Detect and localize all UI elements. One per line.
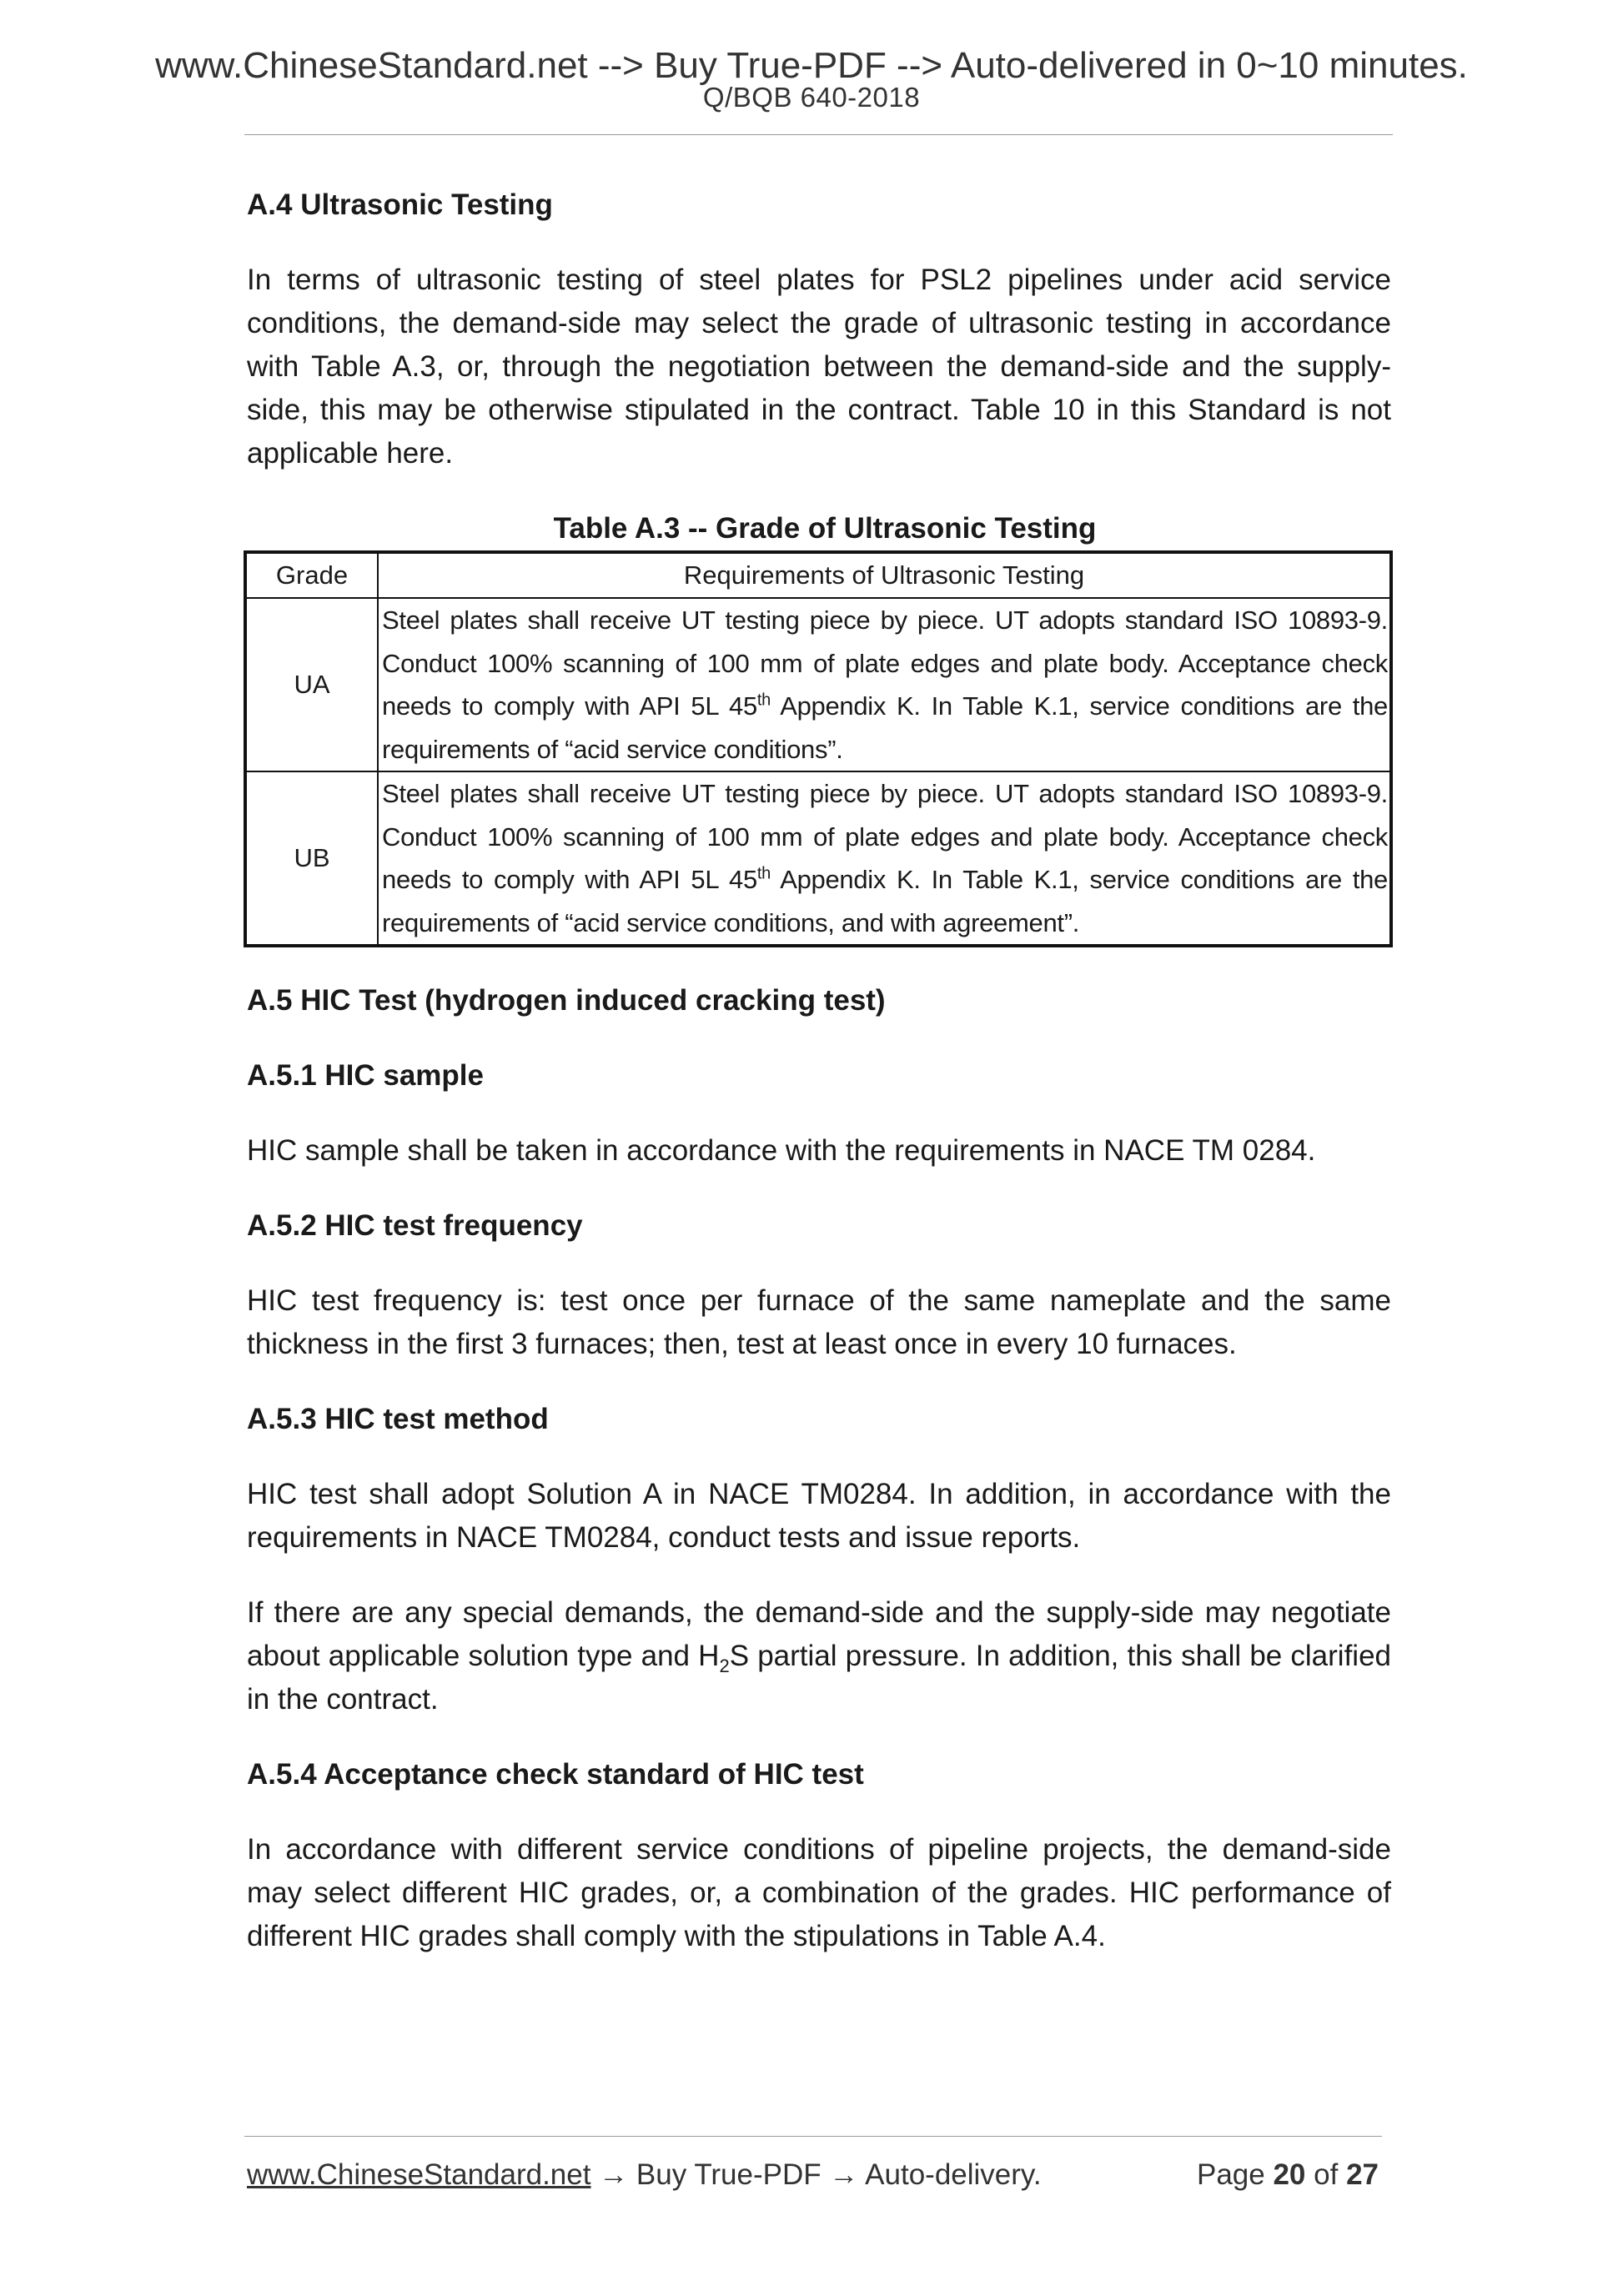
header-divider xyxy=(244,134,1393,135)
subscript-2: 2 xyxy=(719,1655,730,1676)
ordinal-suffix: th xyxy=(756,691,771,710)
paragraph-text-cont: S partial pressure. In addition, this shall be clarified in the contract. xyxy=(247,1640,1392,1716)
requirement-cell xyxy=(378,598,1391,771)
section-paragraph-a54: In accordance with different service conditions of pipeline projects, the demand-side may select different HIC grades, or, a combination of the grades. HIC performance of different HIC grades shall comply with the stipulations in Table A.4. xyxy=(247,1833,1391,1952)
ordinal-suffix: th xyxy=(756,864,771,883)
requirement-text-cont: Appendix K. In Table K.1, service conditions are the requirements of “acid service conditions”. xyxy=(382,691,1388,764)
footer-promo xyxy=(247,2158,1042,2192)
promo-banner: www.ChineseStandard.net --> Buy True-PDF --> Auto-delivered in 0~10 minutes. xyxy=(155,45,1468,86)
standard-code: Q/BQB 640-2018 xyxy=(702,82,921,113)
grade-cell: UA xyxy=(245,598,378,771)
column-header-grade: Grade xyxy=(245,552,378,598)
section-paragraph-a53-1: HIC test shall adopt Solution A in NACE TM0284. In addition, in accordance with the requirements in NACE TM0284, conduct tests and issue reports. xyxy=(247,1478,1391,1554)
section-paragraph-a53-2 xyxy=(247,1591,1391,1721)
total-page-number: 27 xyxy=(1346,2158,1379,2191)
footer-site-link[interactable]: www.ChineseStandard.net xyxy=(247,2158,591,2191)
footer-divider xyxy=(244,2136,1382,2137)
section-paragraph-a52: HIC test frequency is: test once per furnace of the same nameplate and the same thickness in the first 3 furnaces; then, test at least once in every 10 furnaces. xyxy=(247,1284,1391,1360)
table-row xyxy=(245,771,1391,946)
grade-cell: UB xyxy=(245,771,378,946)
section-heading-a54: A.5.4 Acceptance check standard of HIC test xyxy=(247,1758,864,1791)
requirement-text: Steel plates shall receive UT testing piece by piece. UT adopts standard ISO 10893-9. Conduct 100% scanning of 100 mm of plate edges and plate body. Acceptance check needs to comply with API 5L 45 xyxy=(382,779,1388,894)
table-caption: Table A.3 -- Grade of Ultrasonic Testing xyxy=(553,512,1097,545)
column-header-requirements: Requirements of Ultrasonic Testing xyxy=(378,552,1391,598)
table-header-row xyxy=(245,552,1391,598)
section-heading-a53: A.5.3 HIC test method xyxy=(247,1403,549,1435)
section-paragraph-a51: HIC sample shall be taken in accordance with the requirements in NACE TM 0284. xyxy=(247,1134,1316,1167)
requirement-cell xyxy=(378,771,1391,946)
section-paragraph-a4: In terms of ultrasonic testing of steel plates for PSL2 pipelines under acid service conditions, the demand-side may select the grade of ultrasonic testing in accordance with Table A.3, or, through the negotiation between the demand-side and the supply-side, this may be otherwise stipulated in the contract. Table 10 in this Standard is not applicable here. xyxy=(247,264,1391,470)
section-heading-a4: A.4 Ultrasonic Testing xyxy=(247,188,553,221)
footer-tagline: → Buy True-PDF → Auto-delivery. xyxy=(590,2158,1042,2191)
paragraph-text: If there are any special demands, the demand-side and the supply-side may negotiate about applicable solution type and H xyxy=(247,1596,1391,1672)
page-body xyxy=(247,183,1391,1990)
section-heading-a51: A.5.1 HIC sample xyxy=(247,1059,484,1092)
section-heading-a52: A.5.2 HIC test frequency xyxy=(247,1209,583,1242)
section-heading-a5: A.5 HIC Test (hydrogen induced cracking test) xyxy=(247,984,886,1017)
requirement-text: Steel plates shall receive UT testing piece by piece. UT adopts standard ISO 10893-9. Conduct 100% scanning of 100 mm of plate edges and plate body. Acceptance check needs to comply with API 5L 45 xyxy=(382,605,1388,721)
requirement-text-cont: Appendix K. In Table K.1, service conditions are the requirements of “acid service conditions, and with agreement”. xyxy=(382,865,1388,937)
table-row xyxy=(245,598,1391,771)
page-indicator xyxy=(1197,2158,1379,2192)
page-label: Page xyxy=(1196,2158,1265,2191)
page-of-label: of xyxy=(1314,2158,1339,2191)
ultrasonic-grade-table xyxy=(244,550,1393,947)
current-page-number: 20 xyxy=(1273,2158,1306,2191)
